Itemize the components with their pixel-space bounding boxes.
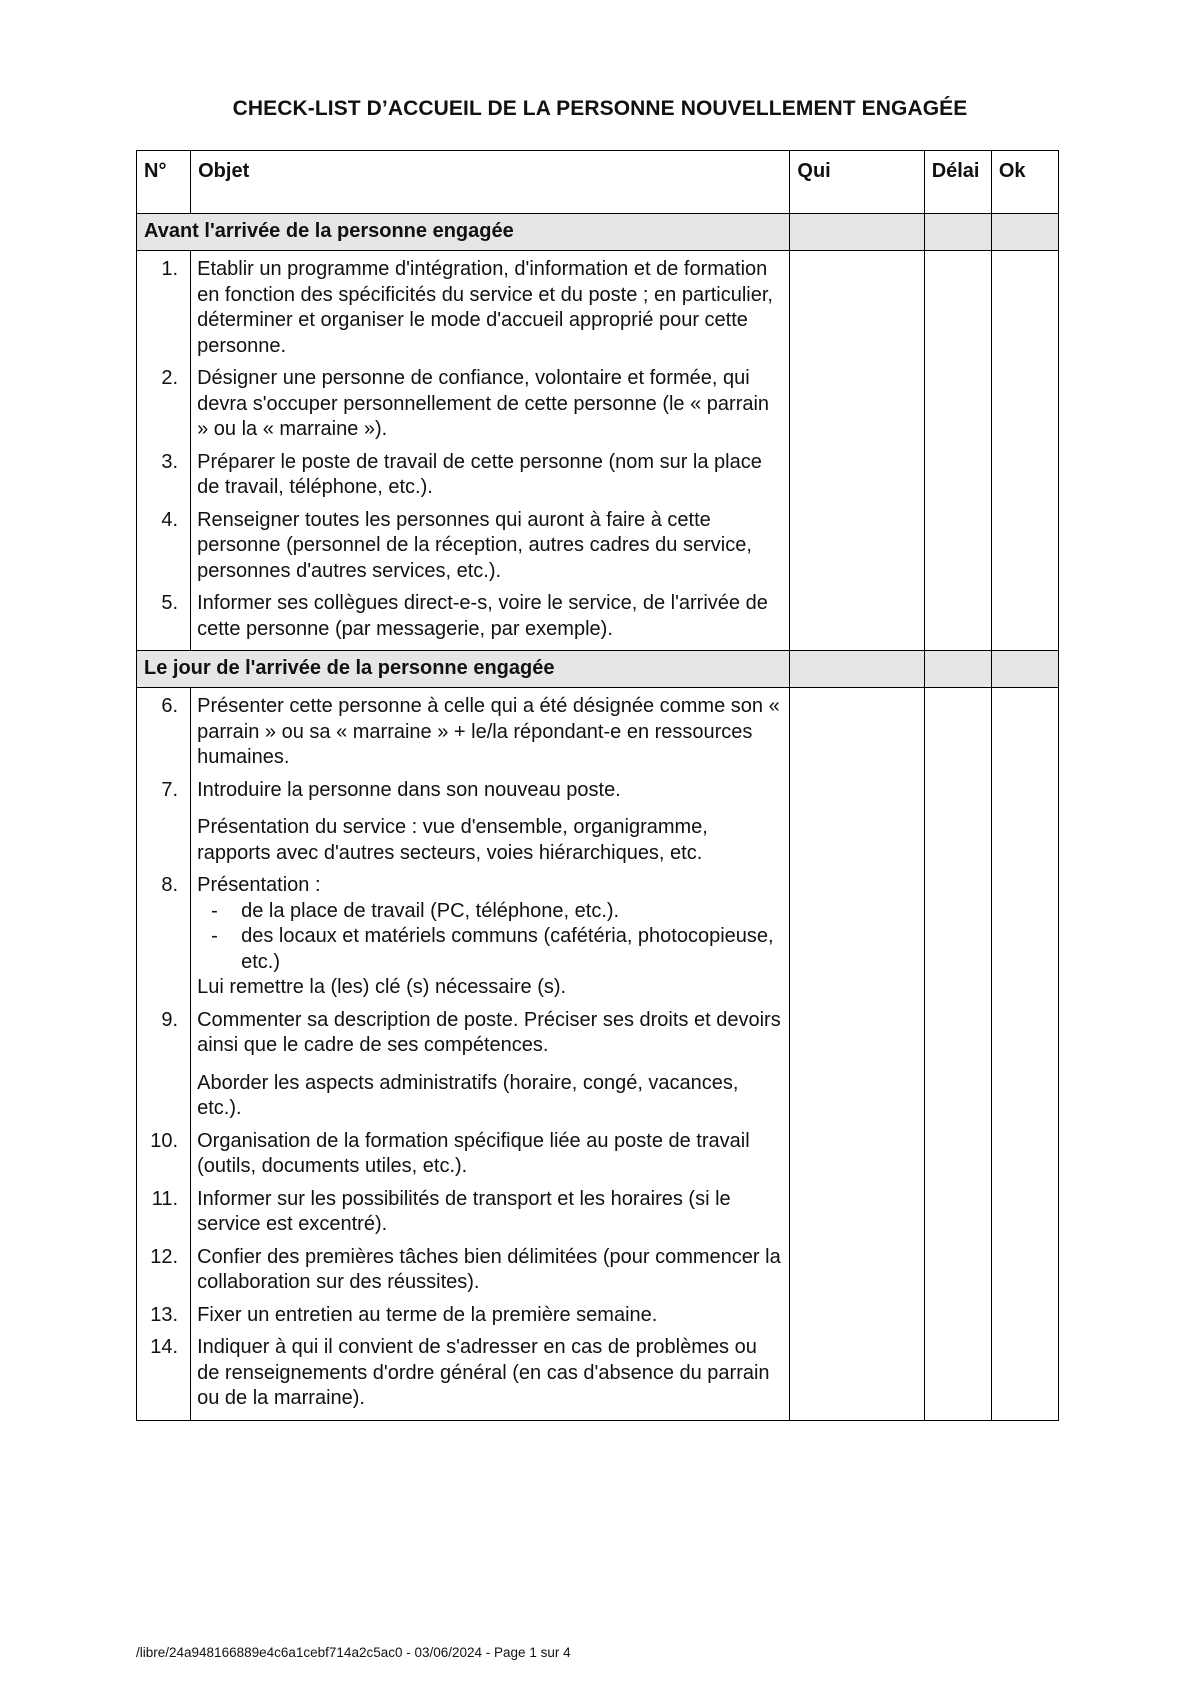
section-empty-cell <box>924 214 991 251</box>
item-objet <box>191 1122 790 1180</box>
item-objet <box>191 584 790 651</box>
checklist-item-row <box>137 1001 1059 1122</box>
item-text: Désigner une personne de confiance, volontaire et formée, qui devra s'occuper personnellement de cette personne (le « parrain » ou la « marraine »). <box>197 367 770 440</box>
qui-cell[interactable] <box>790 501 924 585</box>
qui-cell[interactable] <box>790 584 924 651</box>
checklist-item-row <box>137 501 1059 585</box>
ok-cell[interactable] <box>991 1122 1058 1180</box>
qui-cell[interactable] <box>790 866 924 1001</box>
delai-cell[interactable] <box>924 1180 991 1238</box>
header-delai: Délai <box>924 151 991 214</box>
qui-cell[interactable] <box>790 1001 924 1122</box>
item-number: 3. <box>137 443 191 501</box>
item-number: 2. <box>137 359 191 443</box>
item-number: 11. <box>137 1180 191 1238</box>
item-text: Etablir un programme d'intégration, d'information et de formation en fonction des spécificités du service et du poste ; en particulier, déterminer et organiser le mode d'accueil approprié pour cette personne. <box>197 258 773 357</box>
qui-cell[interactable] <box>790 1328 924 1420</box>
item-text: Présenter cette personne à celle qui a été désignée comme son « parrain » ou sa « marraine » + le/la répondant-e en ressources humaines. <box>197 695 780 768</box>
item-text: Lui remettre la (les) clé (s) nécessaire (s). <box>197 976 567 998</box>
item-text: Commenter sa description de poste. Préciser ses droits et devoirs ainsi que le cadre de ses compétences. <box>197 1008 781 1056</box>
item-number: 1. <box>137 251 191 360</box>
item-objet <box>191 1001 790 1122</box>
item-number: 13. <box>137 1296 191 1329</box>
delai-cell[interactable] <box>924 1296 991 1329</box>
item-text: Présentation : <box>197 874 321 896</box>
item-objet <box>191 501 790 585</box>
ok-cell[interactable] <box>991 443 1058 501</box>
checklist-item-row <box>137 1238 1059 1296</box>
qui-cell[interactable] <box>790 771 924 867</box>
checklist-item-row <box>137 443 1059 501</box>
ok-cell[interactable] <box>991 359 1058 443</box>
section-label: Avant l'arrivée de la personne engagée <box>137 214 790 251</box>
delai-cell[interactable] <box>924 501 991 585</box>
document-title: CHECK-LIST D’ACCUEIL DE LA PERSONNE NOUVELLEMENT ENGAGÉE <box>232 97 968 120</box>
header-num: N° <box>137 151 191 214</box>
item-objet <box>191 1238 790 1296</box>
delai-cell[interactable] <box>924 866 991 1001</box>
item-text: Aborder les aspects administratifs (horaire, congé, vacances, etc.). <box>197 1071 739 1119</box>
qui-cell[interactable] <box>790 443 924 501</box>
item-text: Fixer un entretien au terme de la première semaine. <box>197 1303 658 1326</box>
qui-cell[interactable] <box>790 1122 924 1180</box>
item-number: 9. <box>137 1001 191 1122</box>
ok-cell[interactable] <box>991 251 1058 360</box>
delai-cell[interactable] <box>924 771 991 867</box>
ok-cell[interactable] <box>991 1238 1058 1296</box>
checklist-item-row <box>137 1328 1059 1420</box>
item-objet <box>191 359 790 443</box>
header-objet: Objet <box>191 151 790 214</box>
section-label: Le jour de l'arrivée de la personne engagée <box>137 651 790 688</box>
ok-cell[interactable] <box>991 771 1058 867</box>
section-empty-cell <box>790 651 924 688</box>
item-text: Introduire la personne dans son nouveau poste. <box>197 778 621 801</box>
item-objet <box>191 866 790 1001</box>
delai-cell[interactable] <box>924 584 991 651</box>
checklist-item-row <box>137 359 1059 443</box>
section-empty-cell <box>790 214 924 251</box>
checklist-item-row <box>137 866 1059 1001</box>
qui-cell[interactable] <box>790 1180 924 1238</box>
item-text: Préparer le poste de travail de cette personne (nom sur la place de travail, téléphone, etc.). <box>197 450 762 498</box>
item-text: Confier des premières tâches bien délimitées (pour commencer la collaboration sur des réussites). <box>197 1245 781 1293</box>
qui-cell[interactable] <box>790 688 924 771</box>
header-row <box>137 151 1059 214</box>
section-empty-cell <box>991 651 1058 688</box>
item-objet <box>191 1180 790 1238</box>
item-number: 4. <box>137 501 191 585</box>
ok-cell[interactable] <box>991 1180 1058 1238</box>
item-text: Informer sur les possibilités de transport et les horaires (si le service est excentré). <box>197 1187 731 1235</box>
item-bullet: - de la place de travail (PC, téléphone, etc.). <box>197 899 783 925</box>
item-bullet-list <box>197 899 783 976</box>
item-number: 7. <box>137 771 191 867</box>
item-number: 10. <box>137 1122 191 1180</box>
item-text: Informer ses collègues direct-e-s, voire le service, de l'arrivée de cette personne (par messagerie, par exemple). <box>197 592 768 640</box>
checklist-item-row <box>137 1180 1059 1238</box>
checklist-item-row <box>137 584 1059 651</box>
item-number: 8. <box>137 866 191 1001</box>
header-ok: Ok <box>991 151 1058 214</box>
ok-cell[interactable] <box>991 1001 1058 1122</box>
item-objet <box>191 251 790 360</box>
delai-cell[interactable] <box>924 1328 991 1420</box>
qui-cell[interactable] <box>790 1238 924 1296</box>
qui-cell[interactable] <box>790 359 924 443</box>
delai-cell[interactable] <box>924 443 991 501</box>
checklist-item-row <box>137 1122 1059 1180</box>
checklist-table <box>136 150 1059 1421</box>
item-number: 14. <box>137 1328 191 1420</box>
page-footer: /libre/24a948166889e4c6a1cebf714a2c5ac0 - 03/06/2024 - Page 1 sur 4 <box>136 1645 571 1660</box>
ok-cell[interactable] <box>991 1296 1058 1329</box>
item-text: Renseigner toutes les personnes qui auront à faire à cette personne (personnel de la réception, autres cadres du service, personnes d'autres services, etc.). <box>197 508 752 582</box>
section-row <box>137 214 1059 251</box>
delai-cell[interactable] <box>924 251 991 360</box>
item-objet <box>191 688 790 771</box>
item-objet <box>191 771 790 867</box>
section-empty-cell <box>991 214 1058 251</box>
item-number: 5. <box>137 584 191 651</box>
ok-cell[interactable] <box>991 501 1058 585</box>
ok-cell[interactable] <box>991 584 1058 651</box>
ok-cell[interactable] <box>991 688 1058 771</box>
delai-cell[interactable] <box>924 1001 991 1122</box>
item-text: Présentation du service : vue d'ensemble, organigramme, rapports avec d'autres secteurs, voies hiérarchiques, etc. <box>197 816 708 864</box>
qui-cell[interactable] <box>790 251 924 360</box>
section-row <box>137 651 1059 688</box>
checklist-item-row <box>137 1296 1059 1329</box>
ok-cell[interactable] <box>991 866 1058 1001</box>
header-qui: Qui <box>790 151 924 214</box>
item-text: Organisation de la formation spécifique liée au poste de travail (outils, documents utiles, etc.). <box>197 1129 750 1177</box>
item-objet <box>191 1328 790 1420</box>
ok-cell[interactable] <box>991 1328 1058 1420</box>
delai-cell[interactable] <box>924 688 991 771</box>
item-number: 6. <box>137 688 191 771</box>
item-text: Indiquer à qui il convient de s'adresser en cas de problèmes ou de renseignements d'ordre général (en cas d'absence du parrain ou de la marraine). <box>197 1336 770 1409</box>
delai-cell[interactable] <box>924 1122 991 1180</box>
delai-cell[interactable] <box>924 1238 991 1296</box>
item-objet <box>191 443 790 501</box>
checklist-item-row <box>137 251 1059 360</box>
checklist-item-row <box>137 688 1059 771</box>
section-empty-cell <box>924 651 991 688</box>
item-number: 12. <box>137 1238 191 1296</box>
item-objet <box>191 1296 790 1329</box>
checklist-item-row <box>137 771 1059 867</box>
qui-cell[interactable] <box>790 1296 924 1329</box>
item-bullet: - des locaux et matériels communs (cafétéria, photocopieuse, etc.) <box>197 924 783 975</box>
delai-cell[interactable] <box>924 359 991 443</box>
